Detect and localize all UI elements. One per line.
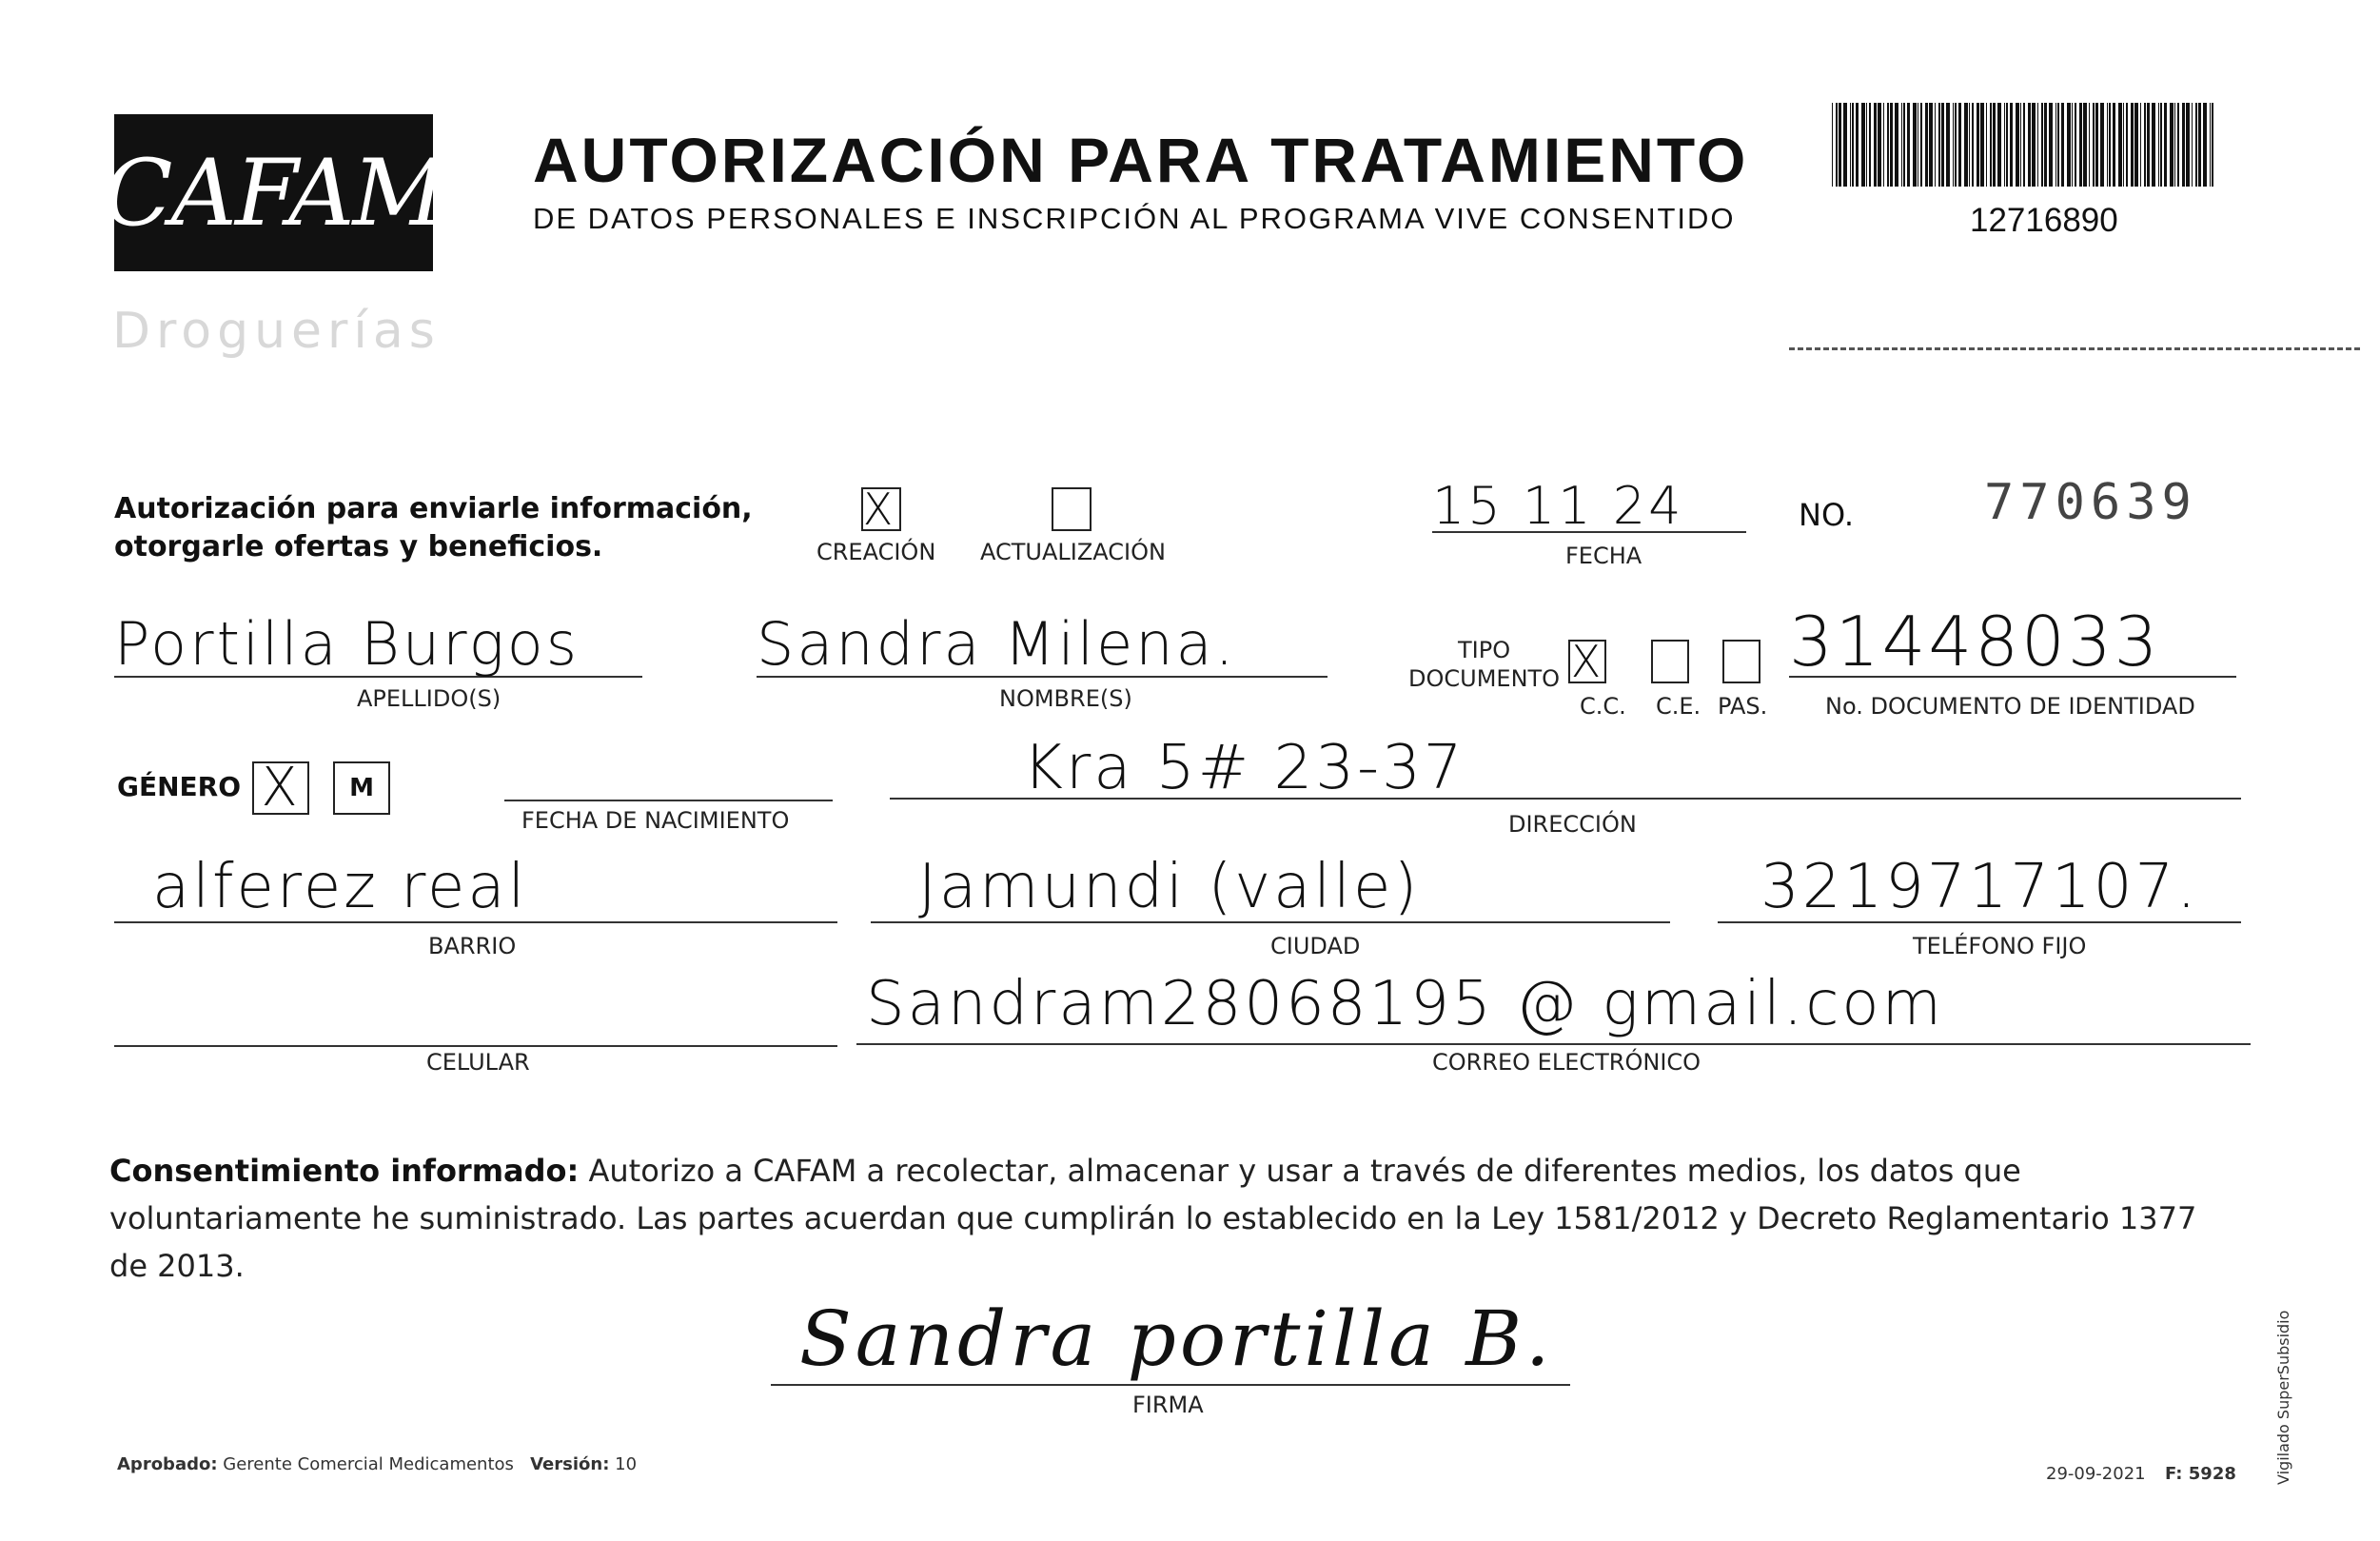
barcode-bar: [1958, 103, 1961, 187]
barcode-bar: [2210, 103, 2211, 187]
genero-f-checkbox[interactable]: [252, 757, 309, 819]
barcode: [1832, 103, 2217, 187]
barcode-bar: [1866, 103, 1867, 187]
fecha-nacimiento-label: FECHA DE NACIMIENTO: [521, 807, 790, 834]
barcode-bar: [2016, 103, 2019, 187]
genero-m-label: M: [349, 774, 374, 802]
barcode-bar: [2118, 103, 2122, 187]
barcode-bar: [1977, 103, 1979, 187]
barcode-bar: [1920, 103, 1922, 187]
barcode-bar: [2032, 103, 2036, 187]
barcode-bar: [1861, 103, 1865, 187]
barcode-bar: [2203, 103, 2207, 187]
barcode-bar: [2083, 103, 2087, 187]
barcode-bar: [1832, 103, 1833, 187]
barcode-bar: [1997, 103, 2001, 187]
form-subtitle: DE DATOS PERSONALES E INSCRIPCIÓN AL PROGRAMA VIVE CONSENTIDO: [533, 202, 1736, 235]
version-label: Versión:: [530, 1454, 610, 1474]
ce-checkbox[interactable]: [1651, 640, 1689, 683]
barcode-bar: [1964, 103, 1968, 187]
barcode-bar: [1869, 103, 1871, 187]
actualizacion-checkbox[interactable]: [1052, 487, 1092, 531]
barcode-bar: [2177, 103, 2179, 187]
footer-code: F: 5928: [2165, 1464, 2236, 1484]
barcode-bar: [1856, 103, 1859, 187]
barcode-bar: [1993, 103, 1996, 187]
signature-field[interactable]: Sandra portilla B.: [771, 1294, 1570, 1386]
barcode-bar: [1925, 103, 1928, 187]
direccion-field[interactable]: Kra 5# 23-37: [890, 733, 2241, 800]
creacion-check-mark: X: [862, 484, 896, 535]
barcode-bar: [2061, 103, 2064, 187]
apellidos-label: APELLIDO(S): [357, 685, 502, 712]
cut-line: [1789, 347, 2360, 350]
form-number: 770639: [1984, 474, 2197, 531]
barcode-bar: [2095, 103, 2098, 187]
barcode-bar: [2174, 103, 2175, 187]
direccion-label: DIRECCIÓN: [1508, 811, 1637, 838]
barcode-bar: [1887, 103, 1889, 187]
barcode-bar: [2072, 103, 2073, 187]
barcode-bar: [1969, 103, 1970, 187]
fecha-nacimiento-field[interactable]: [504, 742, 833, 801]
barcode-bar: [1929, 103, 1933, 187]
barcode-bar: [2100, 103, 2104, 187]
barcode-bar: [2152, 103, 2155, 187]
barcode-bar: [2010, 103, 2013, 187]
form-title: AUTORIZACIÓN PARA TRATAMIENTO: [533, 125, 1749, 195]
nombres-field[interactable]: Sandra Milena.: [757, 609, 1328, 678]
footer-approval: [117, 1454, 637, 1474]
tipo-documento-label: TIPO DOCUMENTO: [1408, 637, 1561, 692]
cafam-logo: [103, 114, 444, 271]
logo-text: CAFAM: [103, 139, 444, 247]
apellidos-field[interactable]: Portilla Burgos: [114, 609, 642, 678]
barcode-bar: [2044, 103, 2047, 187]
barcode-bar: [2020, 103, 2021, 187]
barrio-label: BARRIO: [428, 933, 517, 959]
barcode-bar: [1980, 103, 1984, 187]
consent-paragraph: [109, 1147, 2241, 1290]
barcode-bar: [2160, 103, 2162, 187]
fecha-label: FECHA: [1565, 543, 1642, 569]
creacion-label: CREACIÓN: [816, 539, 936, 565]
barcode-bar: [2041, 103, 2043, 187]
barcode-bar: [1990, 103, 1992, 187]
barcode-bar: [2023, 103, 2025, 187]
barcode-bar: [2182, 103, 2185, 187]
barcode-bar: [2131, 103, 2134, 187]
barcode-bar: [1907, 103, 1910, 187]
cc-label: C.C.: [1580, 693, 1626, 720]
genero-label: GÉNERO: [117, 771, 242, 802]
barcode-bar: [1938, 103, 1940, 187]
ce-label: C.E.: [1656, 693, 1701, 720]
barcode-bar: [2212, 103, 2213, 187]
version-value: 10: [615, 1454, 638, 1474]
celular-field[interactable]: [114, 980, 837, 1047]
correo-field[interactable]: Sandram28068195 @ gmail.com: [856, 969, 2251, 1045]
barcode-bar: [1972, 103, 1974, 187]
nombres-label: NOMBRE(S): [999, 685, 1132, 712]
actualizacion-label: ACTUALIZACIÓN: [980, 539, 1166, 565]
barcode-bar: [2057, 103, 2059, 187]
barcode-bar: [2004, 103, 2005, 187]
footer-date: 29-09-2021: [2046, 1464, 2146, 1484]
barcode-bar: [1843, 103, 1847, 187]
genero-f-check-mark: X: [261, 757, 301, 819]
correo-label: CORREO ELECTRÓNICO: [1432, 1049, 1701, 1076]
barcode-bar: [2037, 103, 2038, 187]
barcode-bar: [2049, 103, 2053, 187]
barcode-bar: [2192, 103, 2193, 187]
barcode-bar: [1850, 103, 1851, 187]
barcode-bar: [2158, 103, 2159, 187]
aprobado-label: Aprobado:: [117, 1454, 218, 1474]
barcode-bar: [2006, 103, 2008, 187]
barcode-bar: [2140, 103, 2141, 187]
barcode-bar: [1953, 103, 1954, 187]
celular-label: CELULAR: [426, 1049, 530, 1076]
barcode-bar: [1852, 103, 1854, 187]
barcode-bar: [2147, 103, 2150, 187]
barcode-bar: [1839, 103, 1841, 187]
barcode-bar: [2093, 103, 2095, 187]
barcode-bar: [1901, 103, 1902, 187]
aprobado-value: Gerente Comercial Medicamentos: [223, 1454, 514, 1474]
barcode-bar: [2164, 103, 2167, 187]
logo-subtext: Droguerías: [112, 303, 441, 360]
telefono-label: TELÉFONO FIJO: [1913, 933, 2087, 959]
barcode-bar: [2089, 103, 2090, 187]
ciudad-label: CIUDAD: [1270, 933, 1361, 959]
signature-label: FIRMA: [1132, 1392, 1204, 1418]
authorization-label: Autorización para enviarle información, otorgarle ofertas y beneficios.: [114, 492, 753, 563]
barcode-bar: [2055, 103, 2056, 187]
barcode-bar: [2186, 103, 2190, 187]
barcode-bar: [1890, 103, 1893, 187]
barcode-number: 12716890: [1970, 202, 2118, 239]
telefono-field[interactable]: 3219717107.: [1718, 852, 2241, 923]
barcode-bar: [2109, 103, 2111, 187]
no-label: NO.: [1799, 497, 1854, 533]
ciudad-field[interactable]: Jamundi (valle): [871, 852, 1670, 923]
barcode-bar: [2067, 103, 2071, 187]
pas-checkbox[interactable]: [1722, 640, 1760, 683]
barcode-bar: [2079, 103, 2082, 187]
barcode-bar: [1903, 103, 1905, 187]
consent-text: Autorizo a CAFAM a recolectar, almacenar y usar a través de diferentes medios, los datos que voluntariamente he suministrado. Las partes acuerdan que cumplirán lo establecido en la Ley 1581/2012 y Decreto Reglamentario 1377 de 2013.: [109, 1153, 2197, 1284]
barcode-bar: [1941, 103, 1944, 187]
barcode-bar: [1836, 103, 1838, 187]
barcode-bar: [1895, 103, 1898, 187]
barcode-bar: [1986, 103, 1987, 187]
barcode-bar: [1946, 103, 1950, 187]
cc-check-mark: X: [1570, 636, 1604, 687]
documento-field[interactable]: 31448033: [1789, 602, 2236, 678]
supervision-text: Vigilado SuperSubsidio: [2274, 1310, 2292, 1485]
cc-checkbox[interactable]: [1568, 636, 1606, 687]
barcode-bar: [1883, 103, 1884, 187]
barcode-bar: [2195, 103, 2197, 187]
genero-m-checkbox[interactable]: [333, 761, 390, 815]
barcode-bar: [2134, 103, 2138, 187]
barcode-bar: [1955, 103, 1957, 187]
barcode-bar: [2170, 103, 2173, 187]
barcode-bar: [1878, 103, 1881, 187]
barcode-bar: [2107, 103, 2108, 187]
barcode-bar: [2198, 103, 2201, 187]
barcode-bar: [2113, 103, 2115, 187]
barcode-bar: [1874, 103, 1877, 187]
barcode-bar: [1913, 103, 1917, 187]
creacion-checkbox[interactable]: [861, 484, 901, 535]
consent-heading: Consentimiento informado:: [109, 1153, 580, 1189]
barrio-field[interactable]: alferez real: [114, 852, 837, 923]
fecha-field[interactable]: 15 11 24: [1432, 476, 1746, 533]
barcode-bar: [2075, 103, 2076, 187]
documento-label: No. DOCUMENTO DE IDENTIDAD: [1825, 693, 2195, 720]
pas-label: PAS.: [1718, 693, 1768, 720]
barcode-bar: [2123, 103, 2124, 187]
barcode-bar: [2028, 103, 2031, 187]
barcode-bar: [2126, 103, 2128, 187]
barcode-bar: [2144, 103, 2146, 187]
barcode-bar: [1935, 103, 1936, 187]
